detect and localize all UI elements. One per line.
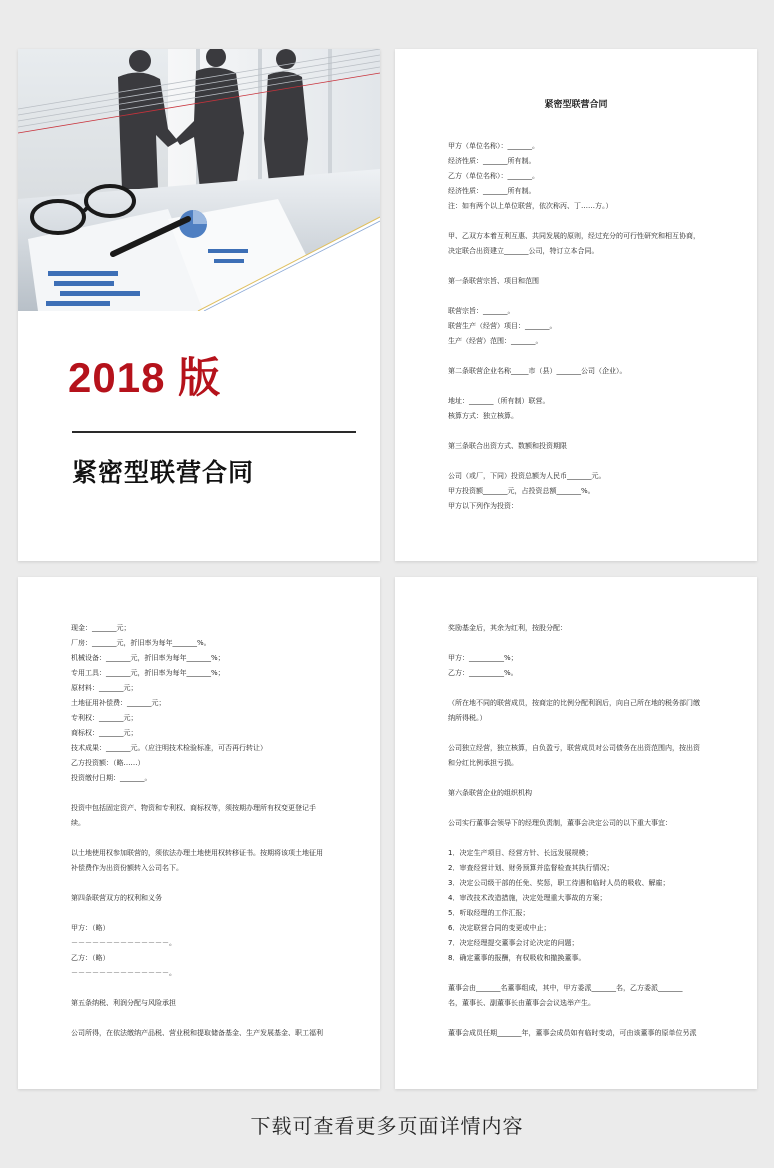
section-heading: 第三条联合出资方式、数额和投资期限 <box>448 442 567 450</box>
section-heading: 第五条纳税、利润分配与风险承担 <box>71 999 176 1007</box>
text-line: 乙方（单位名称）：_______。 <box>448 172 539 180</box>
text-line: 技术成果：_______元。（应注明技术检验标准，可否再行转让） <box>71 744 267 752</box>
text-line: 公司独立经营，独立核算，自负盈亏，联营成员对公司债务在出资范围内，按出资 <box>448 744 700 752</box>
text-line: 甲方：__________%； <box>448 654 518 662</box>
text-line: 乙方投资额：（略……） <box>71 759 145 767</box>
text-line: 甲、乙双方本着互利互惠、共同发展的原则，经过充分的可行性研究和相互协商， <box>448 232 700 240</box>
text-line: 投资缴付日期：_______。 <box>71 774 152 782</box>
text-line: 甲方：（略） <box>71 924 110 932</box>
text-line: 甲方（单位名称）：_______。 <box>448 142 539 150</box>
text-line: 联营宗旨：_______。 <box>448 307 515 315</box>
text-line: 决定联合出资建立_______公司，特订立本合同。 <box>448 247 599 255</box>
text-line: 和分红比例承担亏损。 <box>448 759 518 767</box>
list-item: 2．审查经营计划、财务预算并监督检查其执行情况； <box>448 864 614 872</box>
list-item: 3．决定公司级干部的任免、奖惩，职工待遇和临时人员的吸收、解雇； <box>448 879 670 887</box>
text-line: 乙方：（略） <box>71 954 110 962</box>
page-title: 紧密型联营合同 <box>544 100 608 110</box>
text-line: （所在地不同的联营成员，按商定的比例分配利润后，向自己所在地的税务部门缴 <box>448 699 700 707</box>
text-line: 以土地使用权参加联营的，须依法办理土地使用权转移证书。按期将该项土地征用 <box>71 849 323 857</box>
list-item: 4．审改技术改造措施，决定处理重大事故的方案； <box>448 894 607 902</box>
document-page-4[interactable] <box>395 577 757 1089</box>
text-line: 联营生产（经营）项目：_______。 <box>448 322 557 330</box>
text-line: 甲方以下列作为投资： <box>448 502 518 510</box>
text-line: 经济性质：_______所有制。 <box>448 187 536 195</box>
text-line: 商标权：_______元； <box>71 729 138 737</box>
text-line: 专用工具：_______元，折旧率为每年_______%； <box>71 669 225 677</box>
list-item: 1．决定生产项目、经营方针、长远发展规模； <box>448 849 593 857</box>
text-line: －－－－－－－－－－－－－－。 <box>71 939 176 947</box>
list-item: 7．决定经理提交董事会讨论决定的问题； <box>448 939 579 947</box>
text-line: 土地征用补偿费：_______元； <box>71 699 166 707</box>
text-line: 董事会由_______名董事组成，其中，甲方委派_______名，乙方委派_______ <box>448 984 683 992</box>
text-line: 机械设备：_______元，折旧率为每年_______%； <box>71 654 225 662</box>
section-heading: 第一条联营宗旨、项目和范围 <box>448 277 539 285</box>
text-line: 地址：_______（所有制）联营。 <box>448 397 550 405</box>
text-line: 投资中包括固定资产、物资和专利权、商标权等，须按期办理所有权变更登记手 <box>71 804 316 812</box>
text-line: 补偿费作为出资份额转入公司名下。 <box>71 864 183 872</box>
text-line: 甲方投资额_______元，占投资总额_______%。 <box>448 487 595 495</box>
cover-photo <box>18 49 380 311</box>
list-item: 5．听取经理的工作汇报； <box>448 909 530 917</box>
cover-title: 紧密型联营合同 <box>72 458 255 487</box>
cover-page[interactable] <box>18 49 380 561</box>
list-item: 8．确定董事的报酬，有权吸收和撤换董事。 <box>448 954 586 962</box>
text-line: 董事会成员任期_______年，董事会成员如有临时变动，可由该董事的原单位另派 <box>448 1029 697 1037</box>
text-line: 纳所得税。） <box>448 714 487 722</box>
text-line: －－－－－－－－－－－－－－。 <box>71 969 176 977</box>
text-line: 厂房：_______元，折旧率为每年_______%。 <box>71 639 211 647</box>
text-line: 原材料：_______元； <box>71 684 138 692</box>
list-item: 6．决定联营合同的变更或中止； <box>448 924 551 932</box>
text-line: 核算方式：独立核算。 <box>448 412 518 420</box>
document-page-3[interactable] <box>18 577 380 1089</box>
text-line: 专利权：_______元； <box>71 714 138 722</box>
text-line: 生产（经营）范围：_______。 <box>448 337 543 345</box>
text-line: 名，董事长、副董事长由董事会会议选举产生。 <box>448 999 595 1007</box>
cover-year-label: 2018 版 <box>68 354 222 401</box>
download-prompt[interactable]: 下载可查看更多页面详情内容 <box>250 1114 524 1138</box>
section-heading: 第六条联营企业的组织机构 <box>448 789 532 797</box>
section-heading: 第二条联营企业名称_____市（县）_______公司（企业）。 <box>448 367 627 375</box>
text-line: 公司实行董事会领导下的经理负责制，董事会决定公司的以下重大事宜： <box>448 819 672 827</box>
text-line: 注：如有两个以上单位联营，依次称丙、丁……方。） <box>448 202 613 210</box>
text-line: 公司所得，在依法缴纳产品税、营业税和提取储备基金、生产发展基金、职工福利 <box>71 1029 323 1037</box>
section-heading: 第四条联营双方的权利和义务 <box>71 894 162 902</box>
cover-divider <box>72 431 356 433</box>
text-line: 现金：_______元； <box>71 624 131 632</box>
text-line: 公司（或厂，下同）投资总额为人民币_______元。 <box>448 472 606 480</box>
text-line: 奖励基金后，其余为红利，按股分配： <box>448 624 567 632</box>
document-page-2[interactable] <box>395 49 757 561</box>
text-line: 经济性质：_______所有制。 <box>448 157 536 165</box>
text-line: 乙方：__________%。 <box>448 669 518 677</box>
text-line: 续。 <box>71 819 85 827</box>
